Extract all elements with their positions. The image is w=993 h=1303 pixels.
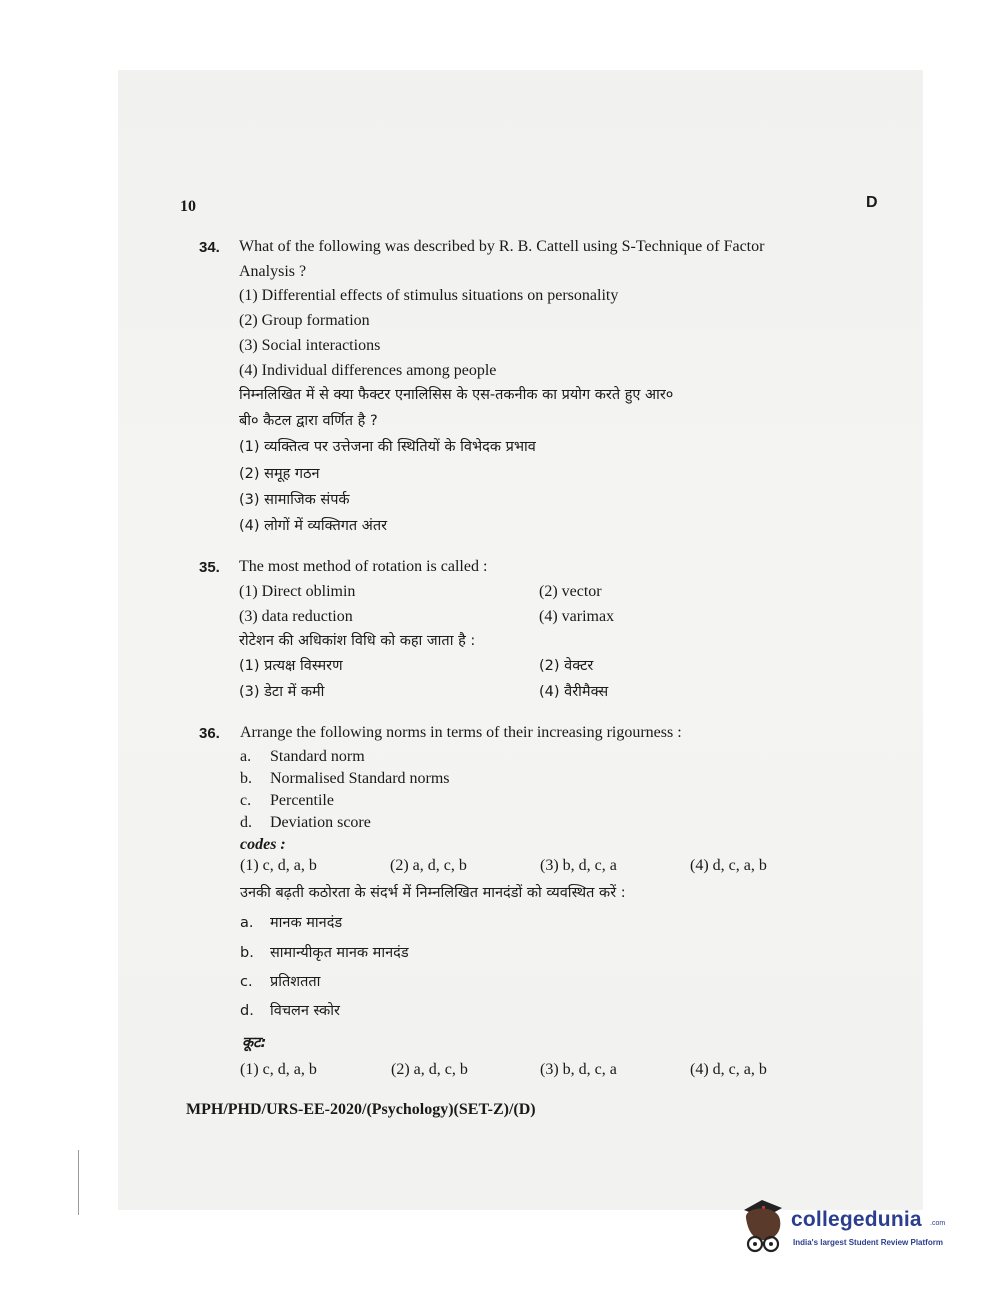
q35-number: 35. <box>199 559 220 576</box>
q36-item-label: c. <box>240 792 252 809</box>
q36-hindi-item-text: विचलन स्कोर <box>270 1003 340 1019</box>
q36-hindi-code-1: (1) c, d, a, b <box>240 1061 317 1078</box>
q35-option-3: (3) data reduction <box>239 608 353 625</box>
q36-hindi-item-label: b. <box>240 945 254 961</box>
q34-text-line1: What of the following was described by R. B. Cattell using S-Technique of Factor <box>239 238 765 255</box>
q34-hindi-line2: बी० कैटल द्वारा वर्णित है ? <box>239 413 378 429</box>
q36-hindi-item-text: प्रतिशतता <box>270 974 321 990</box>
logo-tagline: India's largest Student Review Platform <box>793 1238 943 1247</box>
q36-item-label: d. <box>240 814 252 831</box>
q36-item-label: a. <box>240 748 252 765</box>
set-letter: D <box>866 194 878 211</box>
q36-item-label: b. <box>240 770 252 787</box>
q36-code-2: (2) a, d, c, b <box>390 857 467 874</box>
q34-hindi-line1: निम्नलिखित में से क्या फैक्टर एनालिसिस के एस-तकनीक का प्रयोग करते हुए आर० <box>239 387 674 403</box>
q36-item-text: Percentile <box>270 792 334 809</box>
q36-hindi-code-4: (4) d, c, a, b <box>690 1061 767 1078</box>
q36-item-text: Normalised Standard norms <box>270 770 450 787</box>
q36-code-1: (1) c, d, a, b <box>240 857 317 874</box>
logo-suffix: .com <box>930 1220 946 1227</box>
q35-text: The most method of rotation is called : <box>239 558 488 575</box>
logo-wordmark: collegedunia <box>791 1208 922 1231</box>
q35-option-2: (2) vector <box>539 583 602 600</box>
q36-item-text: Deviation score <box>270 814 371 831</box>
scan-edge-line <box>78 1150 79 1215</box>
q36-hindi-code-3: (3) b, d, c, a <box>540 1061 617 1078</box>
q34-option-4: (4) Individual differences among people <box>239 362 497 379</box>
q36-hindi-item-label: d. <box>240 1003 254 1019</box>
q36-number: 36. <box>199 725 220 742</box>
q36-item-text: Standard norm <box>270 748 365 765</box>
q35-hindi-option-1: (1) प्रत्यक्ष विस्मरण <box>239 658 343 674</box>
q34-hindi-option-2: (2) समूह गठन <box>239 466 320 482</box>
q36-codes-label: codes : <box>240 836 286 853</box>
q35-option-1: (1) Direct oblimin <box>239 583 356 600</box>
page-number: 10 <box>180 198 196 215</box>
q36-hindi-text: उनकी बढ़ती कठोरता के संदर्भ में निम्नलिखित मानदंडों को व्यवस्थित करें : <box>240 885 626 901</box>
q35-hindi-text: रोटेशन की अधिकांश विधि को कहा जाता है : <box>239 633 476 649</box>
q36-code-3: (3) b, d, c, a <box>540 857 617 874</box>
q34-option-2: (2) Group formation <box>239 312 370 329</box>
q35-option-4: (4) varimax <box>539 608 615 625</box>
q35-hindi-option-2: (2) वेक्टर <box>539 658 594 674</box>
q34-hindi-option-1: (1) व्यक्तित्व पर उत्तेजना की स्थितियों के विभेदक प्रभाव <box>239 439 536 455</box>
q34-option-3: (3) Social interactions <box>239 337 381 354</box>
mascot-icon <box>738 1196 790 1258</box>
q36-hindi-item-text: सामान्यीकृत मानक मानदंड <box>270 945 409 961</box>
exam-code-footer: MPH/PHD/URS-EE-2020/(Psychology)(SET-Z)/(D) <box>186 1101 536 1118</box>
q35-hindi-option-4: (4) वैरीमैक्स <box>539 684 609 700</box>
q36-hindi-item-label: a. <box>240 915 254 931</box>
q36-hindi-item-text: मानक मानदंड <box>270 915 343 931</box>
collegedunia-logo[interactable] <box>738 1196 960 1260</box>
q36-hindi-codes-label: कूट: <box>242 1035 267 1051</box>
q34-hindi-option-3: (3) सामाजिक संपर्क <box>239 492 350 508</box>
q36-hindi-code-2: (2) a, d, c, b <box>391 1061 468 1078</box>
q34-text-line2: Analysis ? <box>239 263 307 280</box>
q34-option-1: (1) Differential effects of stimulus situations on personality <box>239 287 619 304</box>
q36-hindi-item-label: c. <box>240 974 253 990</box>
q34-number: 34. <box>199 239 220 256</box>
q36-code-4: (4) d, c, a, b <box>690 857 767 874</box>
q36-text: Arrange the following norms in terms of their increasing rigourness : <box>240 724 682 741</box>
q35-hindi-option-3: (3) डेटा में कमी <box>239 684 325 700</box>
q34-hindi-option-4: (4) लोगों में व्यक्तिगत अंतर <box>239 518 388 534</box>
